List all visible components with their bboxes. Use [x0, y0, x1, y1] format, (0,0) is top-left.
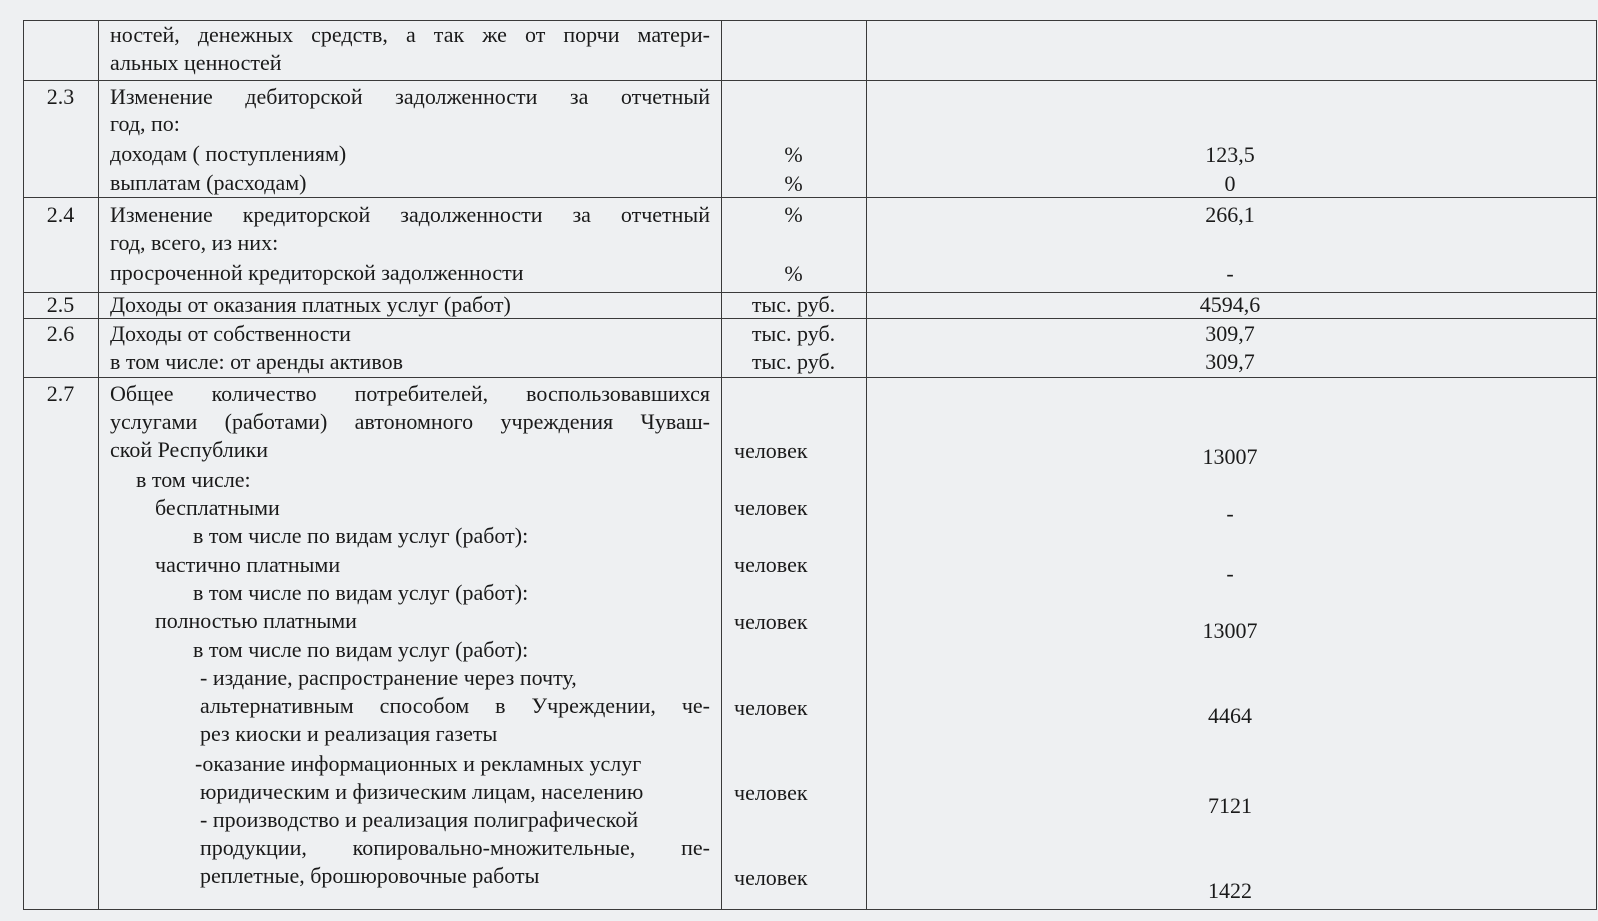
row-2-3-title-line: год, по: — [110, 111, 180, 136]
row-2-7-free-value: - — [1226, 501, 1234, 526]
row-2-7-title-line: услугами (работами) автономного учреждения Чуваш- — [110, 409, 710, 434]
row-2-7-incl-label: в том числе: — [136, 467, 251, 492]
row-2-7-by-type-label: в том числе по видам услуг (работ): — [193, 637, 529, 662]
row-2-7-service-3-unit: человек — [734, 865, 808, 890]
row-2-6-number: 2.6 — [46, 321, 75, 346]
row-2-7-title-line: Общее количество потребителей, воспользовавшихся — [110, 381, 710, 406]
row-2-7-service-1-unit: человек — [734, 695, 808, 720]
row-2-3-title-line: Изменение дебиторской задолженности за отчетный — [110, 84, 710, 109]
row-2-2-text-line: ностей, денежных средств, а так же от порчи матери- — [110, 22, 710, 47]
row-2-3-payments-label: выплатам (расходам) — [110, 170, 307, 195]
row-2-6-unit: тыс. руб. — [751, 321, 836, 346]
row-2-3-income-label: доходам ( поступлениям) — [110, 141, 347, 166]
row-2-7-service-3-line: реплетные, брошюровочные работы — [200, 863, 540, 888]
row-2-4-overdue-value: - — [1226, 261, 1234, 286]
row-divider — [23, 377, 1597, 378]
row-2-7-service-3-line: продукции, копировально-множительные, пе- — [200, 835, 710, 860]
row-2-6-sub-value: 309,7 — [1205, 349, 1255, 374]
row-2-7-title-line: ской Республики — [110, 437, 268, 462]
row-2-7-service-2-line: -оказание информационных и рекламных услуг — [195, 751, 642, 776]
row-2-4-title-line: год, всего, из них: — [110, 230, 279, 255]
row-2-7-by-type-label: в том числе по видам услуг (работ): — [193, 580, 529, 605]
row-2-7-full-label: полностью платными — [155, 608, 357, 633]
row-2-7-by-type-label: в том числе по видам услуг (работ): — [193, 523, 529, 548]
row-2-7-full-value: 13007 — [1202, 618, 1258, 643]
row-2-4-title-line: Изменение кредиторской задолженности за отчетный — [110, 202, 710, 227]
left-border — [23, 20, 24, 910]
row-2-2-text-line: альных ценностей — [110, 50, 282, 75]
row-2-7-free-label: бесплатными — [155, 495, 280, 520]
row-2-7-service-2-value: 7121 — [1208, 793, 1252, 818]
row-2-4-overdue-unit: % — [784, 261, 803, 286]
row-2-7-value: 13007 — [1202, 444, 1258, 469]
row-2-7-service-1-line: альтернативным способом в Учреждении, че- — [200, 693, 710, 718]
row-2-3-number: 2.3 — [46, 84, 75, 109]
row-2-7-service-3-line: - производство и реализация полиграфической — [200, 807, 639, 832]
row-2-5-unit: тыс. руб. — [751, 292, 836, 317]
num-col-divider — [98, 20, 99, 910]
row-2-4-overdue-label: просроченной кредиторской задолженности — [110, 260, 524, 285]
row-2-7-full-unit: человек — [734, 609, 808, 634]
right-border — [1596, 20, 1597, 910]
row-2-3-income-unit: % — [784, 142, 803, 167]
row-2-5-value: 4594,6 — [1199, 292, 1261, 317]
unit-col-divider — [866, 20, 867, 910]
row-2-7-service-2-unit: человек — [734, 780, 808, 805]
row-2-4-number: 2.4 — [46, 202, 75, 227]
row-2-7-unit: человек — [734, 438, 808, 463]
row-2-6-sub-label: в том числе: от аренды активов — [110, 349, 403, 374]
row-2-7-service-1-value: 4464 — [1208, 703, 1252, 728]
row-2-6-value: 309,7 — [1205, 321, 1255, 346]
row-2-5-title: Доходы от оказания платных услуг (работ) — [110, 292, 511, 317]
row-2-5-number: 2.5 — [46, 292, 75, 317]
row-2-4-value: 266,1 — [1205, 202, 1255, 227]
row-2-6-title: Доходы от собственности — [110, 321, 351, 346]
row-divider — [23, 80, 1597, 81]
row-2-7-free-unit: человек — [734, 495, 808, 520]
row-2-3-income-value: 123,5 — [1205, 142, 1255, 167]
row-2-7-partial-unit: человек — [734, 552, 808, 577]
row-2-3-payments-value: 0 — [1224, 171, 1236, 196]
row-2-7-partial-label: частично платными — [155, 552, 341, 577]
row-2-7-number: 2.7 — [46, 381, 75, 406]
bottom-border — [23, 909, 1597, 910]
row-2-4-unit: % — [784, 202, 803, 227]
row-2-7-service-1-line: - издание, распространение через почту, — [200, 665, 577, 690]
row-2-7-service-3-value: 1422 — [1208, 878, 1252, 903]
row-2-7-service-1-line: рез киоски и реализация газеты — [200, 721, 498, 746]
row-2-7-partial-value: - — [1226, 561, 1234, 586]
row-2-3-payments-unit: % — [784, 171, 803, 196]
row-2-6-sub-unit: тыс. руб. — [751, 349, 836, 374]
row-2-7-service-2-line: юридическим и физическим лицам, населению — [200, 779, 644, 804]
